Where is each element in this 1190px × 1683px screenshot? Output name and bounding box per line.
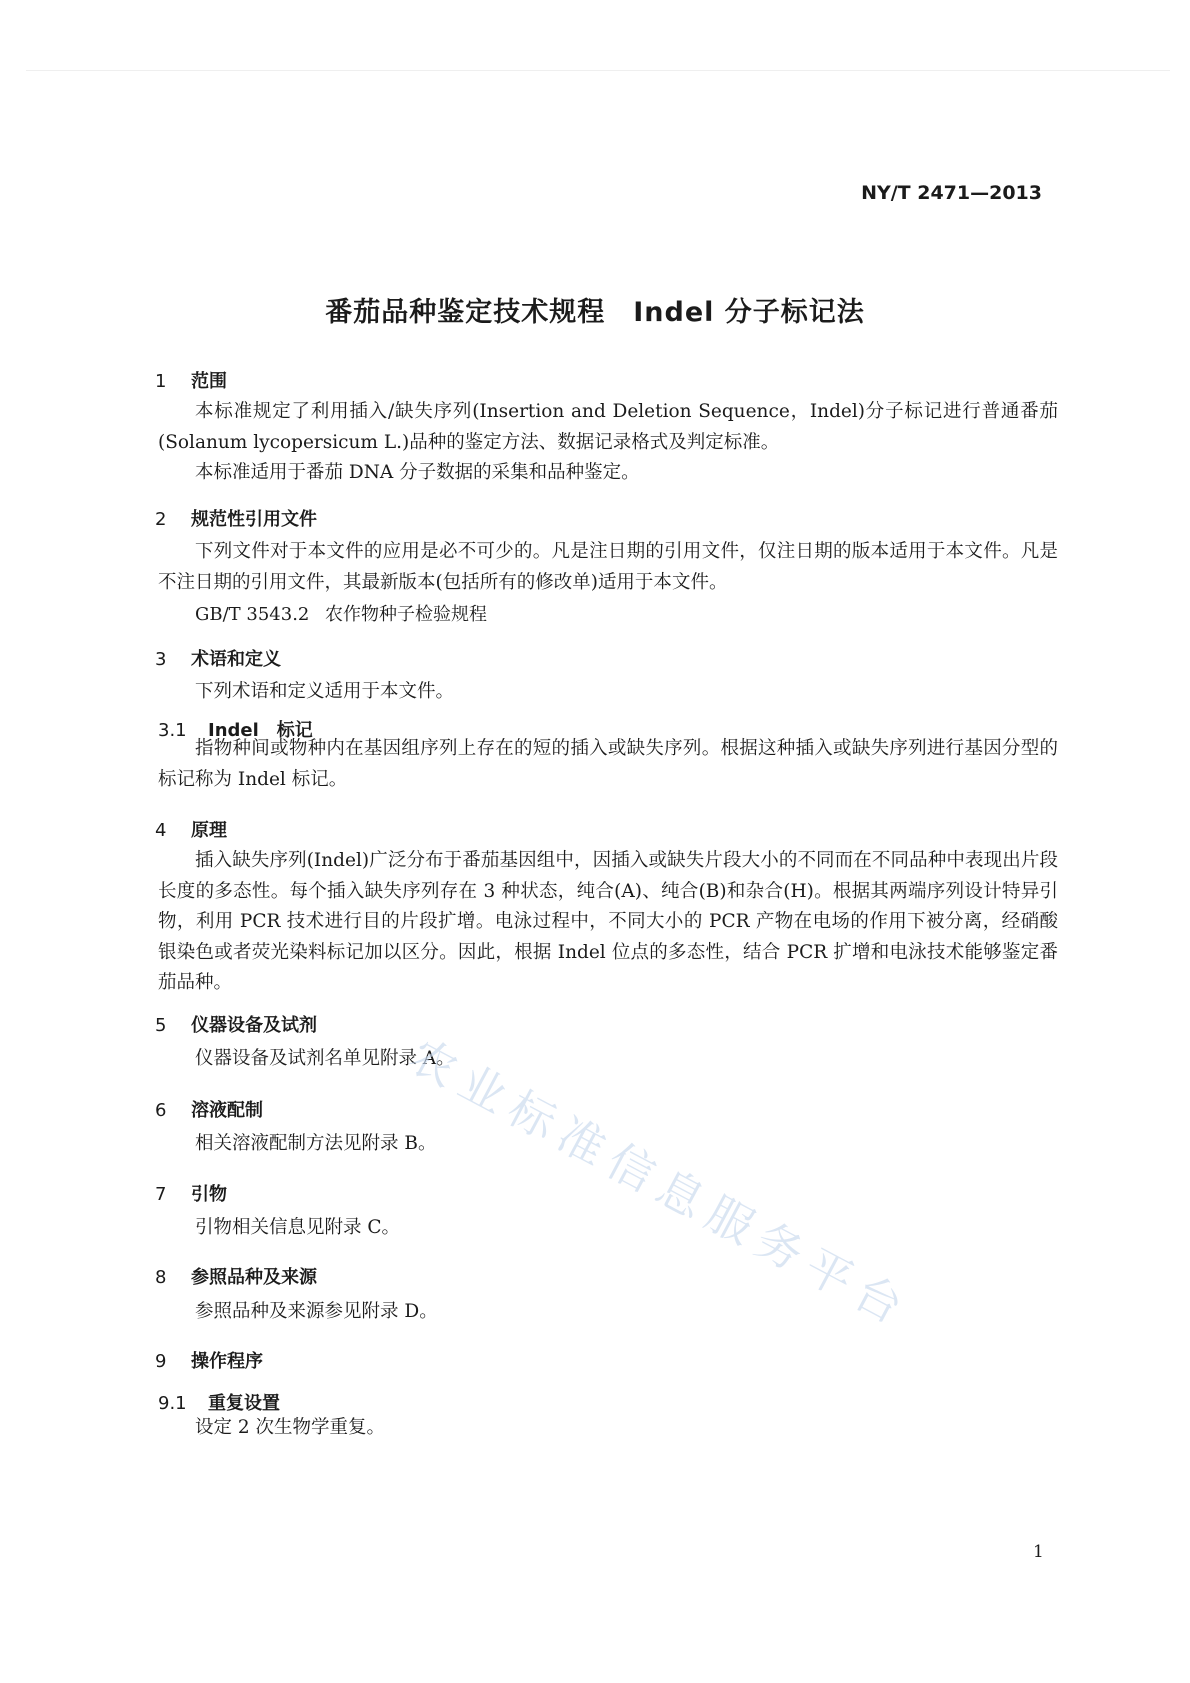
subsection-number: 9.1 <box>158 1393 187 1414</box>
section-1-heading <box>155 367 227 393</box>
section-title: 溶液配制 <box>191 1100 263 1121</box>
subsection-title: Indel 标记 <box>208 720 313 741</box>
section-3-heading <box>155 645 281 671</box>
subsection-number: 3.1 <box>158 720 187 741</box>
section-4-paragraph-1: 插入缺失序列(Indel)广泛分布于番茄基因组中，因插入或缺失片段大小的不同而在不同品种中表现出片段长度的多态性。每个插入缺失序列存在 3 种状态，纯合(A)、纯合(B)和杂合(H)。根据其两端序列设计特异引物，利用 PCR 技术进行目的片段扩增。电泳过程中，不同大小的 PCR 产物在电场的作用下被分离，经硝酸银染色或者荧光染料标记加以区分。因此，根据 Indel 位点的多态性，结合 PCR 扩增和电泳技术能够鉴定番茄品种。 <box>158 850 1058 993</box>
section-6-paragraph-1: 相关溶液配制方法见附录 B。 <box>195 1133 437 1154</box>
section-title: 原理 <box>191 820 227 841</box>
subsection-3-1-text: 指物种间或物种内在基因组序列上存在的短的插入或缺失序列。根据这种插入或缺失序列进行基因分型的标记称为 Indel 标记。 <box>158 738 1058 790</box>
page-number: 1 <box>1033 1542 1044 1562</box>
section-title: 引物 <box>191 1184 227 1205</box>
section-3-paragraph-1: 下列术语和定义适用于本文件。 <box>195 681 455 702</box>
section-8-paragraph-1: 参照品种及来源参见附录 D。 <box>195 1301 438 1322</box>
section-1-paragraph-1: 本标准规定了利用插入/缺失序列(Insertion and Deletion Sequence，Indel)分子标记进行普通番茄(Solanum lycopersicum L.)品种的鉴定方法、数据记录格式及判定标准。 <box>158 401 1058 453</box>
section-title: 操作程序 <box>191 1351 263 1372</box>
normative-reference <box>195 600 487 626</box>
section-1-paragraph-2: 本标准适用于番茄 DNA 分子数据的采集和品种鉴定。 <box>195 462 640 483</box>
section-title: 参照品种及来源 <box>191 1267 317 1288</box>
section-7-heading <box>155 1180 227 1206</box>
subsection-title: 重复设置 <box>208 1393 280 1414</box>
section-9-heading <box>155 1347 263 1373</box>
watermark: 农业标准信息服务平台 <box>400 1027 921 1339</box>
section-title: 仪器设备及试剂 <box>191 1015 317 1036</box>
section-number: 6 <box>155 1100 167 1121</box>
section-title: 术语和定义 <box>191 649 281 670</box>
section-5-paragraph-1: 仪器设备及试剂名单见附录 A。 <box>195 1048 455 1069</box>
reference-title: 农作物种子检验规程 <box>325 604 487 625</box>
section-number: 1 <box>155 371 167 392</box>
section-5-heading <box>155 1011 317 1037</box>
section-number: 2 <box>155 509 167 530</box>
section-2-paragraph-1: 下列文件对于本文件的应用是必不可少的。凡是注日期的引用文件，仅注日期的版本适用于本文件。凡是不注日期的引用文件，其最新版本(包括所有的修改单)适用于本文件。 <box>158 541 1058 593</box>
section-4-heading <box>155 816 227 842</box>
reference-code: GB/T 3543.2 <box>195 604 310 625</box>
section-title: 规范性引用文件 <box>191 509 317 530</box>
section-title: 范围 <box>191 371 227 392</box>
section-2-heading <box>155 505 317 531</box>
subsection-9-1-text: 设定 2 次生物学重复。 <box>195 1417 386 1438</box>
section-number: 3 <box>155 649 167 670</box>
section-number: 8 <box>155 1267 167 1288</box>
section-number: 5 <box>155 1015 167 1036</box>
section-number: 7 <box>155 1184 167 1205</box>
section-6-heading <box>155 1096 263 1122</box>
document-code: NY/T 2471—2013 <box>861 182 1042 204</box>
subsection-9-1-heading <box>158 1389 280 1415</box>
document-title: 番茄品种鉴定技术规程 Indel 分子标记法 <box>325 297 865 328</box>
section-8-heading <box>155 1263 317 1289</box>
section-number: 4 <box>155 820 167 841</box>
section-number: 9 <box>155 1351 167 1372</box>
section-7-paragraph-1: 引物相关信息见附录 C。 <box>195 1217 401 1238</box>
